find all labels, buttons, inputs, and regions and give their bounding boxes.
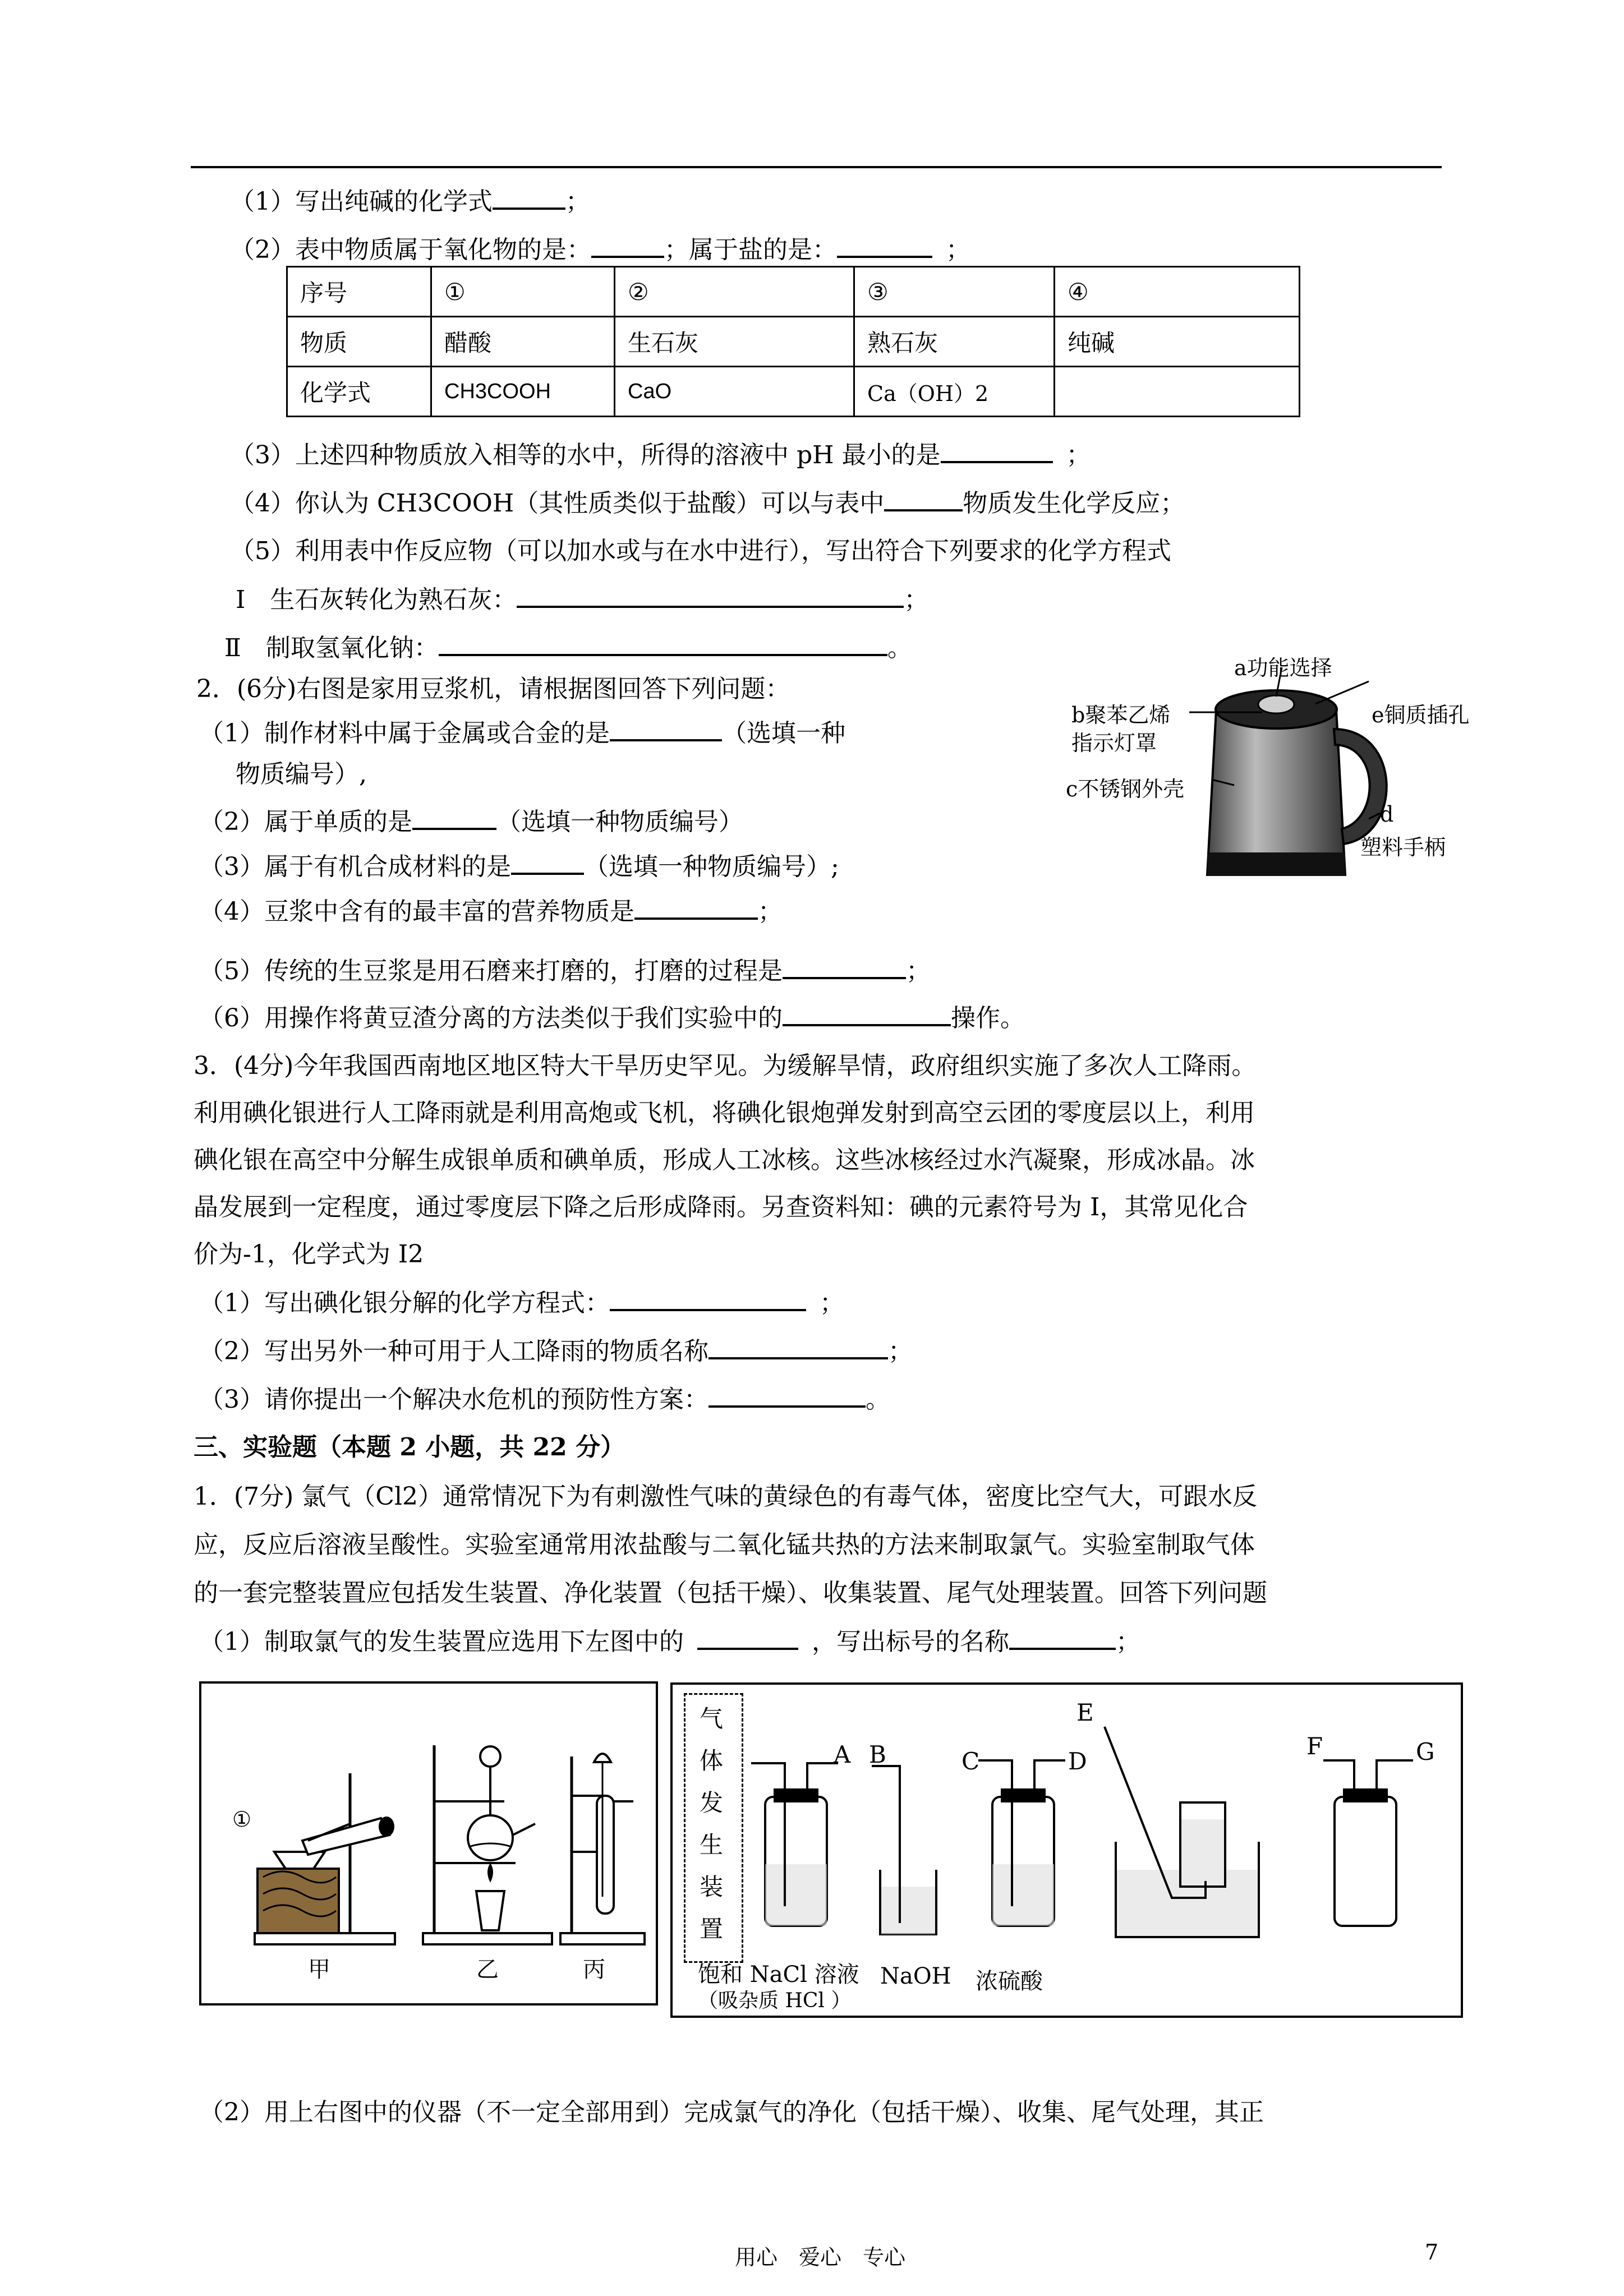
q2-part1-text-c: 物质编号）,: [236, 760, 367, 789]
q3-part3-text: （3）请你提出一个解决水危机的预防性方案：: [199, 1385, 709, 1414]
punct: ；: [1116, 1628, 1140, 1656]
s3-q1-text-3: 的一套完整装置应包括发生装置、净化装置（包括干燥）、收集装置、尾气处理装置。回答下列问题: [194, 1579, 1267, 1607]
table-cell: 熟石灰: [854, 317, 1055, 367]
q2-part3-text-a: （3）属于有机合成材料的是: [199, 852, 511, 881]
q3-text-1: 3．(4分)今年我国西南地区地区特大干旱历史罕见。为缓解旱情，政府组织实施了多次人工降雨。: [194, 1052, 1257, 1080]
page-number: 7: [1425, 2240, 1439, 2265]
q1-part5-i-text: Ⅰ 生石灰转化为熟石灰：: [236, 585, 517, 614]
section-title-text: 三、实验题（本题 2 小题，共 22 分）: [194, 1433, 625, 1461]
q3-part1-text: （1）写出碘化银分解的化学方程式：: [199, 1289, 610, 1317]
table-cell: ④: [1055, 267, 1300, 317]
q2-part2-text-b: （选填一种物质编号）: [496, 808, 743, 836]
punct: ；: [1066, 441, 1091, 469]
q1-part2-text-b: ；属于盐的是：: [664, 236, 837, 264]
answer-blank[interactable]: [511, 850, 584, 875]
q2-part1-text-b: （选填一种: [722, 719, 845, 748]
q3-intro: [194, 1050, 1256, 1082]
q3-part1: [199, 1287, 844, 1320]
s3-q1-part2: [199, 2096, 1264, 2129]
label-absorb-hcl: （吸杂质 HCl ）: [698, 1989, 852, 2012]
q1-part5: [230, 535, 1171, 568]
q1-part1-text: （1）写出纯碱的化学式: [230, 187, 493, 216]
q3-text-3: 碘化银在高空中分解生成银单质和碘单质，形成人工冰核。这些冰核经过水汽凝聚，形成冰晶。冰: [194, 1146, 1255, 1174]
answer-blank[interactable]: [1009, 1625, 1116, 1650]
q1-part4: [230, 487, 1185, 520]
q2-intro: [196, 673, 790, 706]
q1-part5-ii: [224, 631, 912, 665]
q2-part6-text-b: 操作。: [951, 1004, 1025, 1032]
label-d: d: [1380, 802, 1394, 827]
label-bing: 丙: [583, 1957, 605, 1983]
answer-blank[interactable]: [783, 1002, 951, 1026]
answer-blank[interactable]: [884, 487, 963, 511]
s3-q1-line: [194, 1481, 1257, 1513]
table-cell: ③: [854, 267, 1055, 317]
answer-blank[interactable]: [697, 1625, 798, 1650]
punct: ；: [820, 1289, 844, 1317]
answer-blank[interactable]: [783, 955, 906, 979]
label-c-steel-shell: c不锈钢外壳: [1066, 777, 1185, 801]
answer-blank[interactable]: [709, 1335, 888, 1359]
apparatus-right-figure: [670, 1682, 1463, 2018]
substance-table: [286, 266, 1300, 417]
label-E: E: [1076, 1699, 1094, 1726]
label-b-indicator-cover: b聚苯乙烯: [1071, 703, 1171, 727]
q3-text-2: 利用碘化银进行人工降雨就是利用高炮或飞机，将碘化银炮弹发射到高空云团的零度层以上，利用: [194, 1099, 1255, 1127]
table-cell: 化学式: [287, 367, 431, 417]
punct: 。: [866, 1385, 890, 1414]
punct: 。: [887, 634, 912, 662]
table-cell: Ca（OH）2: [854, 367, 1055, 417]
q2-part1-cont: [236, 758, 367, 791]
table-cell: CH3COOH: [431, 367, 615, 417]
q3-text-5: 价为-1，化学式为 I2: [194, 1240, 424, 1269]
q3-part2-text: （2）写出另外一种可用于人工降雨的物质名称: [199, 1337, 709, 1366]
soymilk-maker-figure: [1066, 651, 1503, 897]
table-cell: 序号: [287, 267, 431, 317]
q2-part2: [199, 805, 743, 838]
answer-blank[interactable]: [439, 631, 887, 656]
label-jia: 甲: [308, 1957, 330, 1983]
answer-blank[interactable]: [591, 233, 664, 258]
answer-blank[interactable]: [610, 717, 722, 741]
table-cell: 纯碱: [1055, 317, 1300, 367]
q3-text-line: [194, 1238, 424, 1271]
label-F: F: [1306, 1732, 1323, 1760]
q2-part3-text-b: （选填一种物质编号）;: [584, 852, 839, 881]
q2-part1-text-a: （1）制作材料中属于金属或合金的是: [199, 719, 610, 748]
table-row: [287, 267, 1300, 317]
label-b-indicator-cover-2: 指示灯罩: [1071, 731, 1157, 755]
answer-blank[interactable]: [412, 805, 496, 830]
table-cell: 物质: [287, 317, 431, 367]
label-conc-sulfuric-acid: 浓硫酸: [976, 1968, 1043, 1994]
s3-q1-part1-text-a: （1）制取氯气的发生装置应选用下左图中的: [199, 1628, 684, 1656]
q1-part5-text: （5）利用表中作反应物（可以加水或与在水中进行），写出符合下列要求的化学方程式: [230, 537, 1171, 565]
punct: ；: [946, 236, 970, 264]
q2-part4: [199, 895, 783, 928]
label-naoh: NaOH: [880, 1963, 951, 1989]
label-a-function-select: a功能选择: [1234, 656, 1332, 680]
punct: ；: [758, 897, 783, 926]
q2-part1: [199, 717, 845, 750]
gen-char: 体: [700, 1747, 724, 1774]
answer-blank[interactable]: [941, 439, 1053, 463]
q3-text-line: [194, 1097, 1255, 1129]
s3-q1-text-1: 1．(7分) 氯气（Cl2）通常情况下为有刺激性气味的黄绿色的有毒气体，密度比空气大，可跟水反: [194, 1482, 1258, 1511]
table-cell: [1055, 367, 1300, 417]
punct: ；: [565, 187, 590, 216]
label-A: A: [834, 1741, 851, 1768]
label-d-plastic-handle: 塑料手柄: [1360, 835, 1446, 860]
punct: ；: [906, 957, 931, 985]
answer-blank[interactable]: [610, 1287, 806, 1311]
answer-blank[interactable]: [517, 583, 904, 608]
punct: ；: [904, 585, 929, 614]
q2-part4-text-a: （4）豆浆中含有的最丰富的营养物质是: [199, 897, 634, 926]
gen-char: 装: [700, 1873, 724, 1901]
table-cell: ②: [615, 267, 854, 317]
s3-q1-part1: [199, 1625, 1140, 1658]
answer-blank[interactable]: [634, 895, 758, 920]
q2-part5-text-a: （5）传统的生豆浆是用石磨来打磨的，打磨的过程是: [199, 957, 783, 985]
label-B: B: [869, 1741, 886, 1768]
label-D: D: [1068, 1748, 1087, 1775]
label-saturated-nacl: 饱和 NaCl 溶液: [698, 1962, 859, 1988]
label-G: G: [1416, 1738, 1435, 1765]
q1-part3: [230, 439, 1091, 472]
table-cell: 生石灰: [615, 317, 854, 367]
gen-char: 发: [700, 1789, 724, 1816]
label-circle-1: ①: [232, 1807, 252, 1832]
q2-part3: [199, 850, 839, 883]
q2-part5: [199, 955, 931, 988]
q1-part4-text-a: （4）你认为 CH3COOH（其性质类似于盐酸）可以与表中: [230, 489, 885, 518]
q2-part6: [199, 1002, 1025, 1035]
q3-part2: [199, 1335, 913, 1368]
table-row: [287, 317, 1300, 367]
q1-part2-text-a: （2）表中物质属于氧化物的是：: [230, 236, 591, 264]
q3-text-line: [194, 1191, 1248, 1224]
header-rule: [191, 166, 1442, 168]
label-yi: 乙: [476, 1957, 499, 1983]
s3-q1-line: [194, 1577, 1267, 1610]
q1-part2: [230, 233, 970, 266]
q2-part2-text-a: （2）属于单质的是: [199, 808, 412, 836]
q1-part3-text: （3）上述四种物质放入相等的水中，所得的溶液中 pH 最小的是: [230, 441, 941, 469]
answer-blank[interactable]: [709, 1383, 866, 1408]
table-cell: ①: [431, 267, 615, 317]
table-row: [287, 367, 1300, 417]
s3-q1-line: [194, 1529, 1255, 1561]
table-cell: CaO: [615, 367, 854, 417]
q3-part3: [199, 1383, 890, 1416]
q2-part6-text-a: （6）用操作将黄豆渣分离的方法类似于我们实验中的: [199, 1004, 783, 1032]
q1-part1: [230, 185, 590, 218]
label-e-copper-socket: e铜质插孔: [1372, 703, 1470, 727]
table-cell: 醋酸: [431, 317, 615, 367]
section-title: [194, 1431, 625, 1464]
s3-q1-part2-text: （2）用上右图中的仪器（不一定全部用到）完成氯气的净化（包括干燥）、收集、尾气处理，其正: [199, 2098, 1264, 2127]
q2-intro-text: 2．(6分)右图是家用豆浆机，请根据图回答下列问题：: [196, 675, 790, 703]
q3-text-4: 晶发展到一定程度，通过零度层下降之后形成降雨。另查资料知：碘的元素符号为 I，其常见化合: [194, 1193, 1248, 1221]
q1-part4-text-b: 物质发生化学反应；: [963, 489, 1185, 518]
q3-text-line: [194, 1144, 1255, 1177]
s3-q1-text-2: 应，反应后溶液呈酸性。实验室通常用浓盐酸与二氧化锰共热的方法来制取氯气。实验室制取气体: [194, 1530, 1255, 1559]
answer-blank[interactable]: [493, 185, 565, 210]
label-C: C: [961, 1748, 980, 1775]
gen-char: 生: [700, 1831, 724, 1859]
gen-char: 置: [700, 1915, 724, 1943]
apparatus-left-figure: [199, 1681, 658, 2005]
q1-part5-i: [236, 583, 928, 616]
answer-blank[interactable]: [837, 233, 932, 258]
q1-part5-ii-text: Ⅱ 制取氢氧化钠：: [224, 634, 439, 662]
footer-motto: 用心 爱心 专心: [735, 2245, 906, 2270]
punct: ；: [888, 1337, 913, 1366]
gen-char: 气: [700, 1705, 724, 1732]
s3-q1-part1-text-b: ，写出标号的名称: [812, 1628, 1009, 1656]
